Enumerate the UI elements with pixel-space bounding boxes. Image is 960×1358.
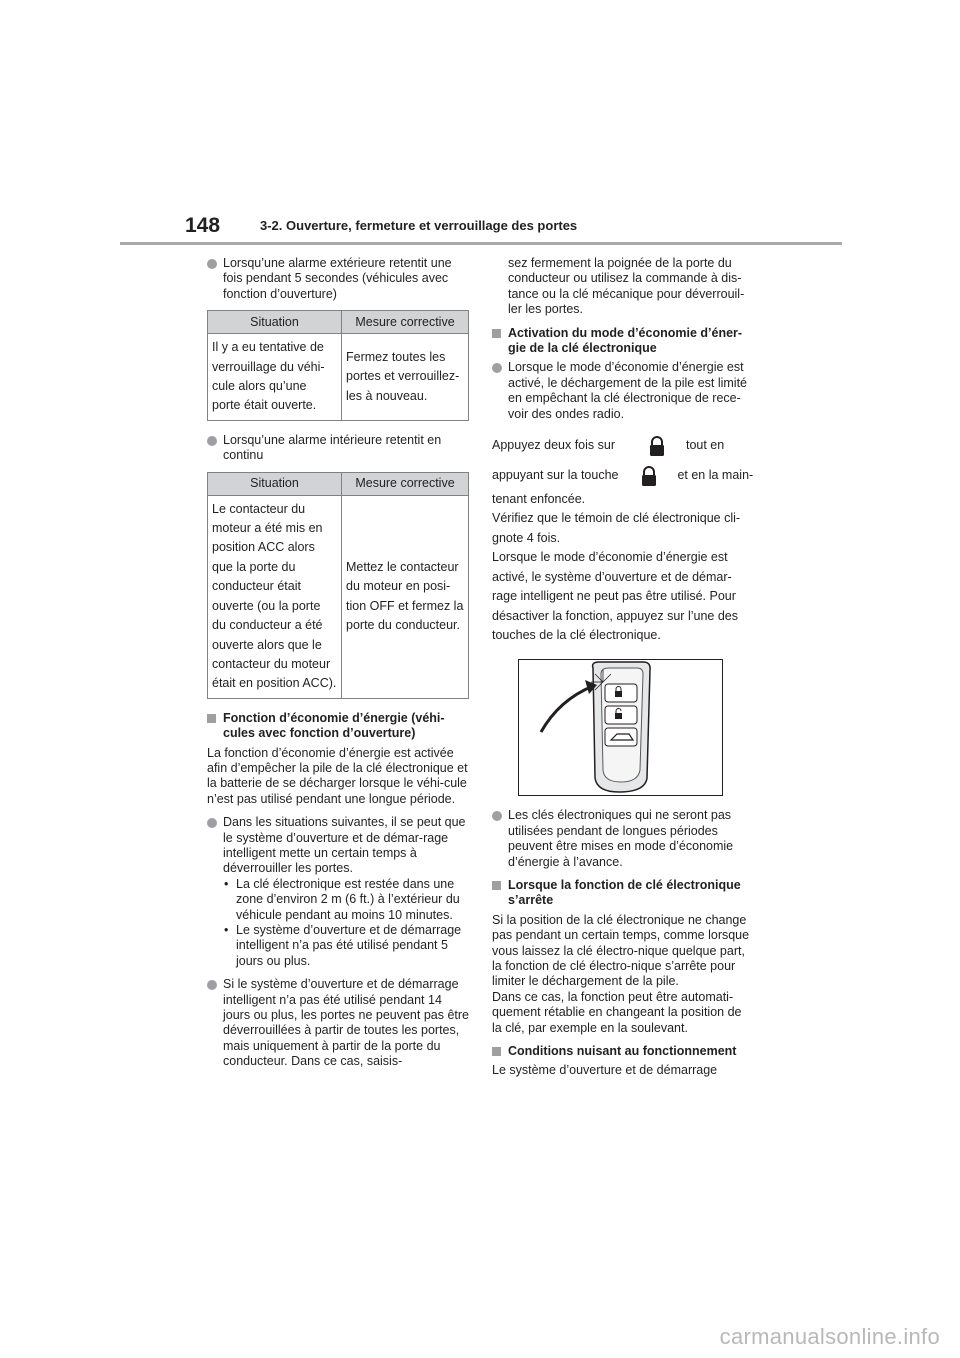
watermark: carmanualsonline.info (719, 1323, 940, 1349)
paragraph-key-restore: Dans ce cas, la fonction peut être automati-quement rétablie en changeant la position de la clé, par exemple en la soulevant. (492, 989, 742, 1035)
sub-bullet-marker: • (224, 876, 229, 891)
bullet-dot-icon (207, 818, 217, 828)
table-cell-situation: Il y a eu tentative de verrouillage du véhi-cule alors qu’une porte était ouverte. (208, 334, 342, 421)
unlock-button-icon (636, 466, 662, 486)
bullet-exterior-alarm: Lorsqu’une alarme extérieure retentit une fois pendant 5 secondes (véhicules avec fonction d’ouverture) (207, 256, 469, 302)
bullet-interior-alarm: Lorsqu’une alarme intérieure retentit en continu (207, 433, 469, 464)
table-cell-action: Mettez le contacteur du moteur en posi-tion OFF et fermez la porte du conducteur. (342, 495, 469, 698)
bullet-long-periods: Les clés électroniques qui ne seront pas utilisées pendant de longues périodes peuvent être mises en mode d’économie d’énergie à l’avance. (492, 808, 754, 870)
heading-energy-saving: Fonction d’économie d’énergie (véhi-cules avec fonction d’ouverture) (207, 711, 469, 742)
bullet-energy-mode: Lorsque le mode d’économie d’énergie est activé, le déchargement de la pile est limité en empêchant la clé électronique de rece-voir des ondes radio. (492, 360, 754, 422)
bullet-dot-icon (492, 363, 502, 373)
paragraph-energy-saving: La fonction d’économie d’énergie est activée afin d’empêcher la pile de la clé électronique et la batterie de se décharger lorsque le véhi-cule n’est pas utilisé pendant une longue période. (207, 745, 468, 806)
heading-square-icon (492, 329, 501, 338)
table-cell-action: Fermez toutes les portes et verrouillez-les à nouveau. (342, 334, 469, 421)
bullet-dot-icon (207, 980, 217, 990)
bullet-dot-icon (207, 259, 217, 269)
table-row (208, 334, 469, 421)
bullet-14-days: Si le système d’ouverture et de démarrage intelligent n’a pas été utilisé pendant 14 jours ou plus, les portes ne peuvent pas être déverrouillées à partir de toutes les portes, mais uniquement à partir de la porte du conducteur. Dans ce cas, saisis- (207, 977, 469, 1069)
header-rule (120, 242, 842, 245)
table-exterior-alarm (207, 310, 469, 421)
electronic-key-illustration (518, 659, 723, 796)
heading-activate-energy-mode: Activation du mode d’économie d’éner-gie de la clé électronique (492, 326, 754, 357)
paragraph-key-stops: Si la position de la clé électronique ne change pas pendant un certain temps, comme lorsque vous laissez la clé électro-nique quelque part, la fonction de clé électro-nique s’arrête pour limiter le déchargement de la pile. (492, 912, 750, 989)
heading-operating-conditions: Conditions nuisant au fonctionnement (492, 1044, 754, 1059)
list-item: • La clé électronique est restée dans une zone d’environ 2 m (6 ft.) à l’extérieur du véhicule pendant au moins 10 minutes. (224, 876, 460, 922)
instruction-line: Appuyez deux fois sur tout en (492, 430, 754, 460)
paragraph-verify-indicator: Vérifiez que le témoin de clé électronique cli-gnote 4 fois. (492, 511, 741, 545)
lock-button-icon (644, 436, 670, 456)
table-header-action: Mesure corrective (342, 472, 469, 495)
list-item: • Le système d’ouverture et de démarrage intelligent n’a pas été utilisé pendant 5 jours ou plus. (224, 923, 462, 968)
left-column (207, 256, 469, 1078)
table-header-situation: Situation (208, 472, 342, 495)
right-column (492, 256, 754, 1087)
bullet-dot-icon (492, 811, 502, 821)
paragraph-energy-mode-active: Lorsque le mode d’économie d’énergie est activé, le système d’ouverture et de démar-rage intelligent ne peut pas être utilisé. Pour désactiver la fonction, appuyez sur l’une des touches de la clé électronique. (492, 550, 738, 642)
heading-square-icon (492, 881, 501, 890)
section-title: 3-2. Ouverture, fermeture et verrouillage des portes (260, 218, 578, 233)
key-fob-icon (519, 660, 722, 795)
heading-square-icon (207, 714, 216, 723)
bullet-situations: Dans les situations suivantes, il se peut que le système d’ouverture et de démar-rage intelligent mette un certain temps à déverrouiller les portes. (207, 815, 469, 877)
instruction-line: appuyant sur la touche et en la main- (492, 460, 754, 490)
table-cell-situation: Le contacteur du moteur a été mis en position ACC alors que la porte du conducteur était ouverte (ou la porte du conducteur a été ouverte alors que le contacteur du moteur était en position ACC). (208, 495, 342, 698)
bullet-dot-icon (207, 436, 217, 446)
table-header-action: Mesure corrective (342, 311, 469, 334)
table-row (208, 495, 469, 698)
table-header-situation: Situation (208, 311, 342, 334)
instruction-line: tenant enfoncée. (492, 492, 586, 507)
paragraph-conditions: Le système d’ouverture et de démarrage (492, 1063, 718, 1078)
continued-text: sez fermement la poignée de la porte du conducteur ou utilisez la commande à dis-tance ou la clé mécanique pour déverrouil-ler les portes. (508, 256, 745, 317)
heading-square-icon (492, 1047, 501, 1056)
sub-bullet-marker: • (224, 923, 229, 937)
page-number: 148 (185, 214, 221, 237)
table-interior-alarm (207, 472, 469, 699)
heading-key-function-stops: Lorsque la fonction de clé électronique s’arrête (492, 878, 754, 909)
